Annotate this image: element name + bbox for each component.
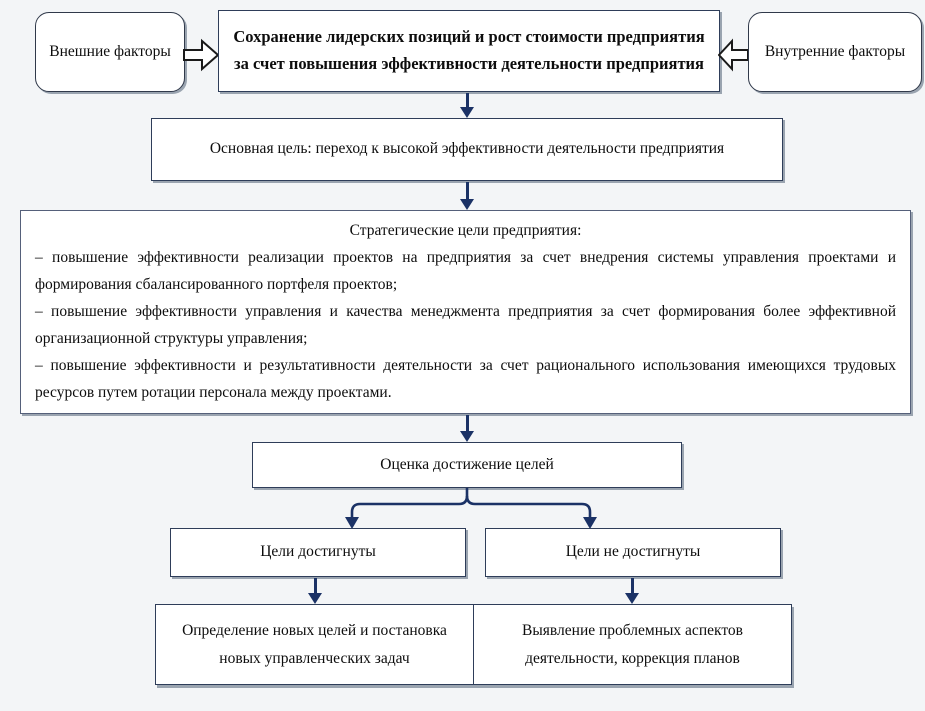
goals-achieved-label: Цели достигнуты bbox=[260, 543, 376, 561]
goal-statement-label: Сохранение лидерских позиций и рост стоимости предприятия за счет повышения эффективности деятельности предприятия bbox=[233, 27, 705, 73]
action-not-achieved-box bbox=[474, 605, 791, 684]
goal-statement-box bbox=[218, 10, 720, 92]
action-achieved-label: Определение новых целей и постановка новых управленческих задач bbox=[182, 621, 447, 667]
internal-factors-label: Внутренние факторы bbox=[764, 42, 906, 60]
strategic-goal-item: – повышение эффективности управления и качества менеджмента предприятия за счет формирования более эффективной организационной структуры управления; bbox=[35, 302, 896, 347]
evaluation-box bbox=[252, 442, 682, 488]
arrow-down-icon bbox=[460, 182, 474, 210]
main-goal-box bbox=[151, 118, 783, 181]
block-arrow-left-icon bbox=[718, 37, 749, 73]
goals-not-achieved-label: Цели не достигнуты bbox=[565, 543, 701, 561]
arrow-down-icon bbox=[625, 578, 639, 604]
goals-not-achieved-box bbox=[485, 528, 781, 577]
strategic-goal-item: – повышение эффективности реализации проектов на предприятия за счет внедрения системы управления проектами и формирования сбалансированного портфеля проектов; bbox=[35, 248, 896, 293]
block-arrow-right-icon bbox=[183, 37, 220, 73]
goals-achieved-box bbox=[170, 528, 466, 577]
strategic-goals-title: Стратегические цели предприятия: bbox=[349, 222, 582, 239]
main-goal-label: Основная цель: переход к высокой эффективности деятельности предприятия bbox=[209, 140, 725, 158]
external-factors-label: Внешние факторы bbox=[49, 42, 171, 60]
branch-connector-icon bbox=[340, 486, 600, 530]
arrow-down-icon bbox=[308, 578, 322, 604]
arrow-down-icon bbox=[460, 415, 474, 442]
actions-row bbox=[155, 604, 792, 685]
strategic-goal-item: – повышение эффективности и результативности деятельности за счет рационального использования имеющихся трудовых ресурсов путем ротации персонала между проектами. bbox=[35, 356, 896, 401]
action-not-achieved-label: Выявление проблемных аспектов деятельности, коррекция планов bbox=[522, 621, 743, 667]
evaluation-label: Оценка достижение целей bbox=[380, 455, 554, 473]
action-achieved-box bbox=[156, 605, 474, 684]
internal-factors-box bbox=[748, 12, 922, 92]
external-factors-box bbox=[35, 12, 185, 92]
arrow-down-icon bbox=[460, 93, 474, 118]
strategic-goals-box bbox=[20, 210, 911, 414]
